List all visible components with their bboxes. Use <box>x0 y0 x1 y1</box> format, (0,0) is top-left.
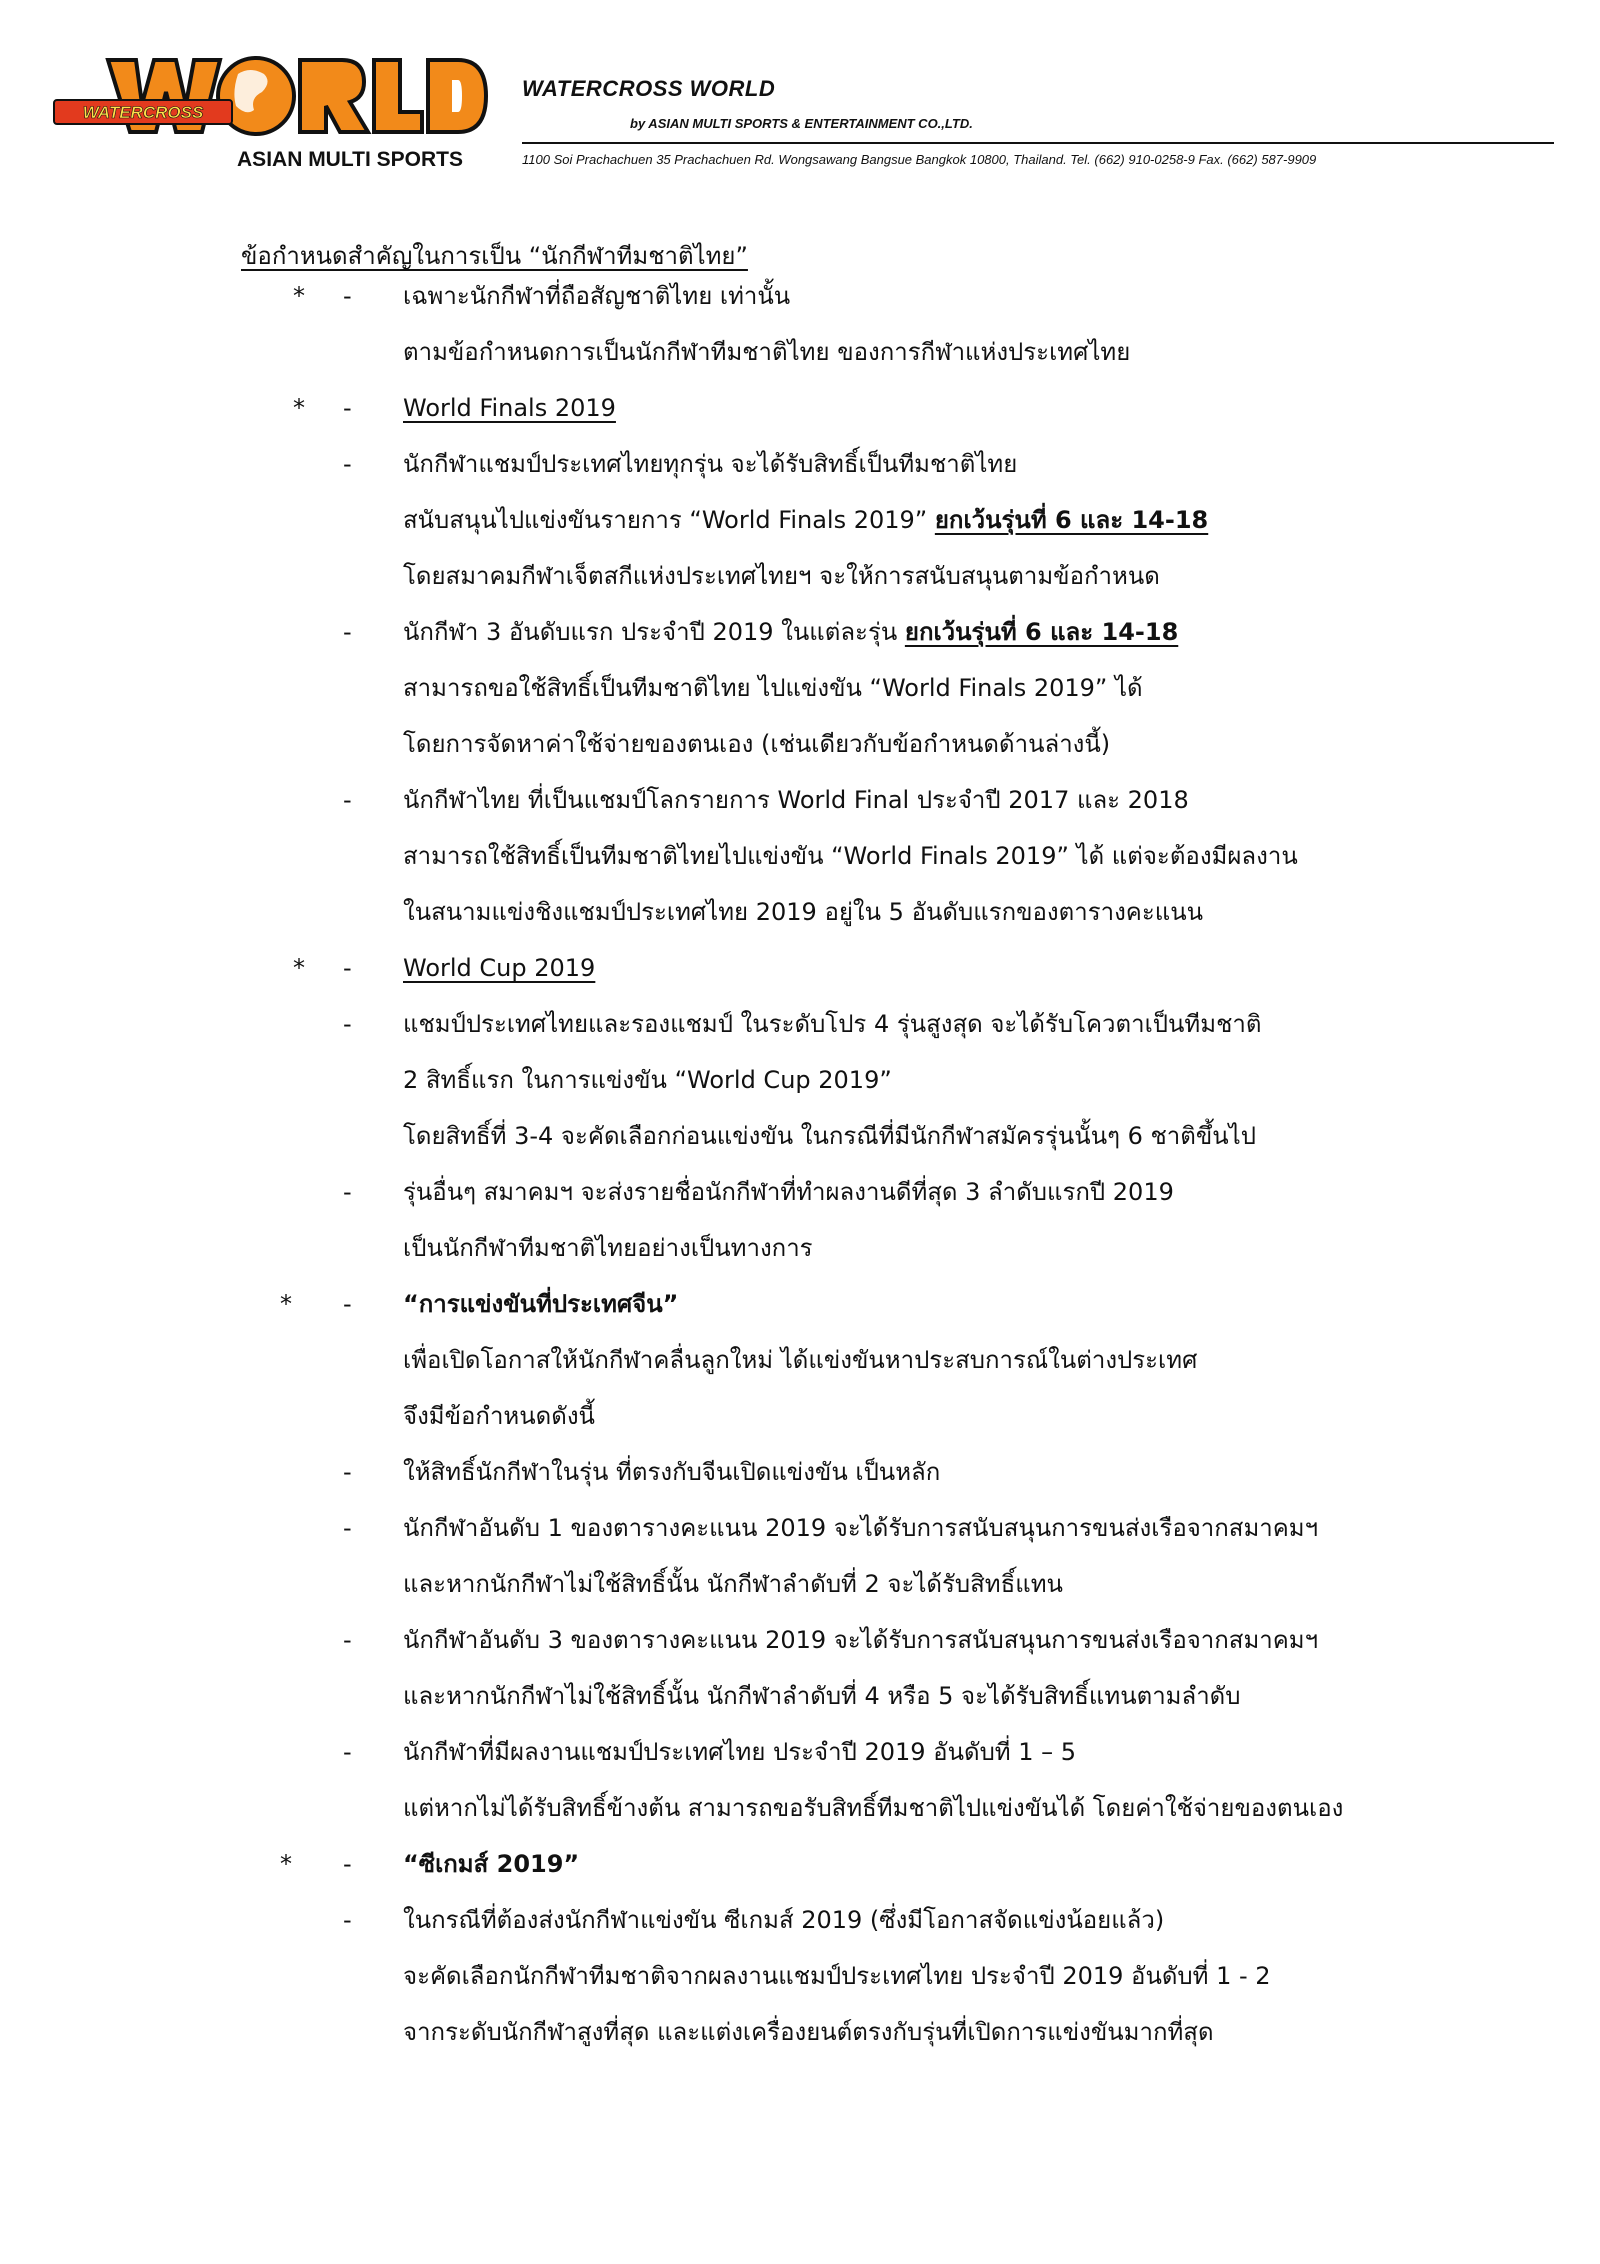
list-item <box>0 724 1600 764</box>
line-text <box>403 500 1208 540</box>
list-item <box>0 612 1600 652</box>
line-text-part: สนับสนุนไปแข่งขันรายการ “World Finals 2019” <box>403 506 935 534</box>
line-text: จะคัดเลือกนักกีฬาทีมชาติจากผลงานแชมป์ประเทศไทย ประจำปี 2019 อันดับที่ 1 - 2 <box>403 1962 1271 1990</box>
document-title: ข้อกำหนดสำคัญในการเป็น “นักกีฬาทีมชาติไทย” <box>241 242 748 270</box>
line-text: นักกีฬาไทย ที่เป็นแชมป์โลกรายการ World Final ประจำปี 2017 และ 2018 <box>403 786 1189 814</box>
line-text: ตามข้อกำหนดการเป็นนักกีฬาทีมชาติไทย ของการกีฬาแห่งประเทศไทย <box>403 338 1131 366</box>
section-heading-row <box>0 388 1600 428</box>
line-text: ในสนามแข่งชิงแชมป์ประเทศไทย 2019 อยู่ใน 5 อันดับแรกของตารางคะแนน <box>403 898 1204 926</box>
line-text: นักกีฬาที่มีผลงานแชมป์ประเทศไทย ประจำปี 2019 อันดับที่ 1 – 5 <box>403 1738 1077 1766</box>
line-text: จากระดับนักกีฬาสูงที่สุด และแต่งเครื่องยนต์ตรงกับรุ่นที่เปิดการแข่งขันมากที่สุด <box>403 2018 1214 2046</box>
section-heading-row <box>0 948 1600 988</box>
bullet-dash: - <box>343 1850 352 1878</box>
list-item <box>0 1788 1600 1828</box>
bullet-star: * <box>280 1850 292 1878</box>
list-item <box>0 556 1600 596</box>
line-text: รุ่นอื่นๆ สมาคมฯ จะส่งรายชื่อนักกีฬาที่ทำผลงานดีที่สุด 3 ลำดับแรกปี 2019 <box>403 1178 1174 1206</box>
bullet-dash: - <box>343 1906 352 1934</box>
bullet-star: * <box>293 394 305 422</box>
line-text: ในกรณีที่ต้องส่งนักกีฬาแข่งขัน ซีเกมส์ 2019 (ซึ่งมีโอกาสจัดแข่งน้อยแล้ว) <box>403 1906 1165 1934</box>
section-heading-china: “การแข่งขันที่ประเทศจีน” <box>403 1290 679 1318</box>
list-item <box>0 332 1600 372</box>
line-text: แชมป์ประเทศไทยและรองแชมป์ ในระดับโปร 4 รุ่นสูงสุด จะได้รับโควตาเป็นทีมชาติ <box>403 1010 1262 1038</box>
list-item <box>0 1620 1600 1660</box>
header-divider <box>522 142 1554 144</box>
line-text-part: นักกีฬา 3 อันดับแรก ประจำปี 2019 ในแต่ละรุ่น <box>403 618 905 646</box>
list-item <box>0 1004 1600 1044</box>
section-heading-row <box>0 1284 1600 1324</box>
bullet-dash: - <box>343 1738 352 1766</box>
section-heading-sea-games: “ซีเกมส์ 2019” <box>403 1850 580 1878</box>
list-item <box>0 1732 1600 1772</box>
line-text: นักกีฬาแชมป์ประเทศไทยทุกรุ่น จะได้รับสิทธิ์เป็นทีมชาติไทย <box>403 450 1018 478</box>
logo-bottom-text: ASIAN MULTI SPORTS <box>237 148 463 171</box>
bullet-star: * <box>293 282 305 310</box>
line-text: โดยสมาคมกีฬาเจ็ตสกีแห่งประเทศไทยฯ จะให้การสนับสนุนตามข้อกำหนด <box>403 562 1160 590</box>
list-item <box>0 780 1600 820</box>
line-text: สามารถใช้สิทธิ์เป็นทีมชาติไทยไปแข่งขัน “World Finals 2019” ได้ แต่จะต้องมีผลงาน <box>403 842 1298 870</box>
list-item <box>0 1060 1600 1100</box>
bullet-dash: - <box>343 1458 352 1486</box>
section-heading-row <box>0 1844 1600 1884</box>
line-text: 2 สิทธิ์แรก ในการแข่งขัน “World Cup 2019” <box>403 1066 892 1094</box>
logo-top-text: WATERCROSS <box>82 103 204 122</box>
list-item <box>0 1508 1600 1548</box>
line-text: จึงมีข้อกำหนดดังนี้ <box>403 1402 595 1430</box>
list-item <box>0 1452 1600 1492</box>
bullet-dash: - <box>343 282 352 310</box>
bullet-dash: - <box>343 954 352 982</box>
bullet-dash: - <box>343 450 352 478</box>
list-item <box>0 500 1600 540</box>
line-text: สามารถขอใช้สิทธิ์เป็นทีมชาติไทย ไปแข่งขัน “World Finals 2019” ได้ <box>403 674 1143 702</box>
line-text: เป็นนักกีฬาทีมชาติไทยอย่างเป็นทางการ <box>403 1234 813 1262</box>
list-item <box>0 1228 1600 1268</box>
list-item <box>0 892 1600 932</box>
bullet-star: * <box>280 1290 292 1318</box>
bullet-dash: - <box>343 1010 352 1038</box>
list-item <box>0 1956 1600 1996</box>
bullet-dash: - <box>343 1290 352 1318</box>
company-address: 1100 Soi Prachachuen 35 Prachachuen Rd. Wongsawang Bangsue Bangkok 10800, Thailand. Tel. (662) 910-0258-9 Fax. (662) 587-9909 <box>522 152 1317 167</box>
line-text: ให้สิทธิ์นักกีฬาในรุ่น ที่ตรงกับจีนเปิดแข่งขัน เป็นหลัก <box>403 1458 941 1486</box>
bullet-dash: - <box>343 394 352 422</box>
bullet-dash: - <box>343 1626 352 1654</box>
list-item <box>0 1676 1600 1716</box>
line-text: และหากนักกีฬาไม่ใช้สิทธิ์นั้น นักกีฬาลำดับที่ 2 จะได้รับสิทธิ์แทน <box>403 1570 1063 1598</box>
line-text: เพื่อเปิดโอกาสให้นักกีฬาคลื่นลูกใหม่ ได้แข่งขันหาประสบการณ์ในต่างประเทศ <box>403 1346 1198 1374</box>
bullet-star: * <box>293 954 305 982</box>
list-item <box>0 444 1600 484</box>
line-text: เฉพาะนักกีฬาที่ถือสัญชาติไทย เท่านั้น <box>403 282 791 310</box>
list-item <box>0 668 1600 708</box>
company-subtitle: by ASIAN MULTI SPORTS & ENTERTAINMENT CO.,LTD. <box>630 116 973 131</box>
bullet-dash: - <box>343 618 352 646</box>
watercross-world-logo <box>50 52 490 174</box>
section-heading-world-cup: World Cup 2019 <box>403 954 596 982</box>
line-text: โดยสิทธิ์ที่ 3-4 จะคัดเลือกก่อนแข่งขัน ในกรณีที่มีนักกีฬาสมัครรุ่นนั้นๆ 6 ชาติขึ้นไป <box>403 1122 1256 1150</box>
bullet-dash: - <box>343 1178 352 1206</box>
line-text: นักกีฬาอันดับ 1 ของตารางคะแนน 2019 จะได้รับการสนับสนุนการขนส่งเรือจากสมาคมฯ <box>403 1514 1319 1542</box>
section-heading-world-finals: World Finals 2019 <box>403 394 616 422</box>
line-text: และหากนักกีฬาไม่ใช้สิทธิ์นั้น นักกีฬาลำดับที่ 4 หรือ 5 จะได้รับสิทธิ์แทนตามลำดับ <box>403 1682 1241 1710</box>
line-text <box>403 612 1178 652</box>
list-item <box>0 1900 1600 1940</box>
company-name: WATERCROSS WORLD <box>522 76 776 101</box>
list-item <box>0 276 1600 316</box>
line-text: โดยการจัดหาค่าใช้จ่ายของตนเอง (เช่นเดียวกับข้อกำหนดด้านล่างนี้) <box>403 730 1111 758</box>
exception-note: ยกเว้นรุ่นที่ 6 และ 14-18 <box>934 506 1209 534</box>
list-item <box>0 1564 1600 1604</box>
list-item <box>0 1116 1600 1156</box>
bullet-dash: - <box>343 786 352 814</box>
list-item <box>0 1172 1600 1212</box>
exception-note: ยกเว้นรุ่นที่ 6 และ 14-18 <box>904 618 1179 646</box>
list-item <box>0 1340 1600 1380</box>
line-text: นักกีฬาอันดับ 3 ของตารางคะแนน 2019 จะได้รับการสนับสนุนการขนส่งเรือจากสมาคมฯ <box>403 1626 1319 1654</box>
list-item <box>0 1396 1600 1436</box>
line-text: แต่หากไม่ได้รับสิทธิ์ข้างต้น สามารถขอรับสิทธิ์ทีมชาติไปแข่งขันได้ โดยค่าใช้จ่ายของตนเอง <box>403 1794 1344 1822</box>
list-item <box>0 836 1600 876</box>
list-item <box>0 2012 1600 2052</box>
bullet-dash: - <box>343 1514 352 1542</box>
